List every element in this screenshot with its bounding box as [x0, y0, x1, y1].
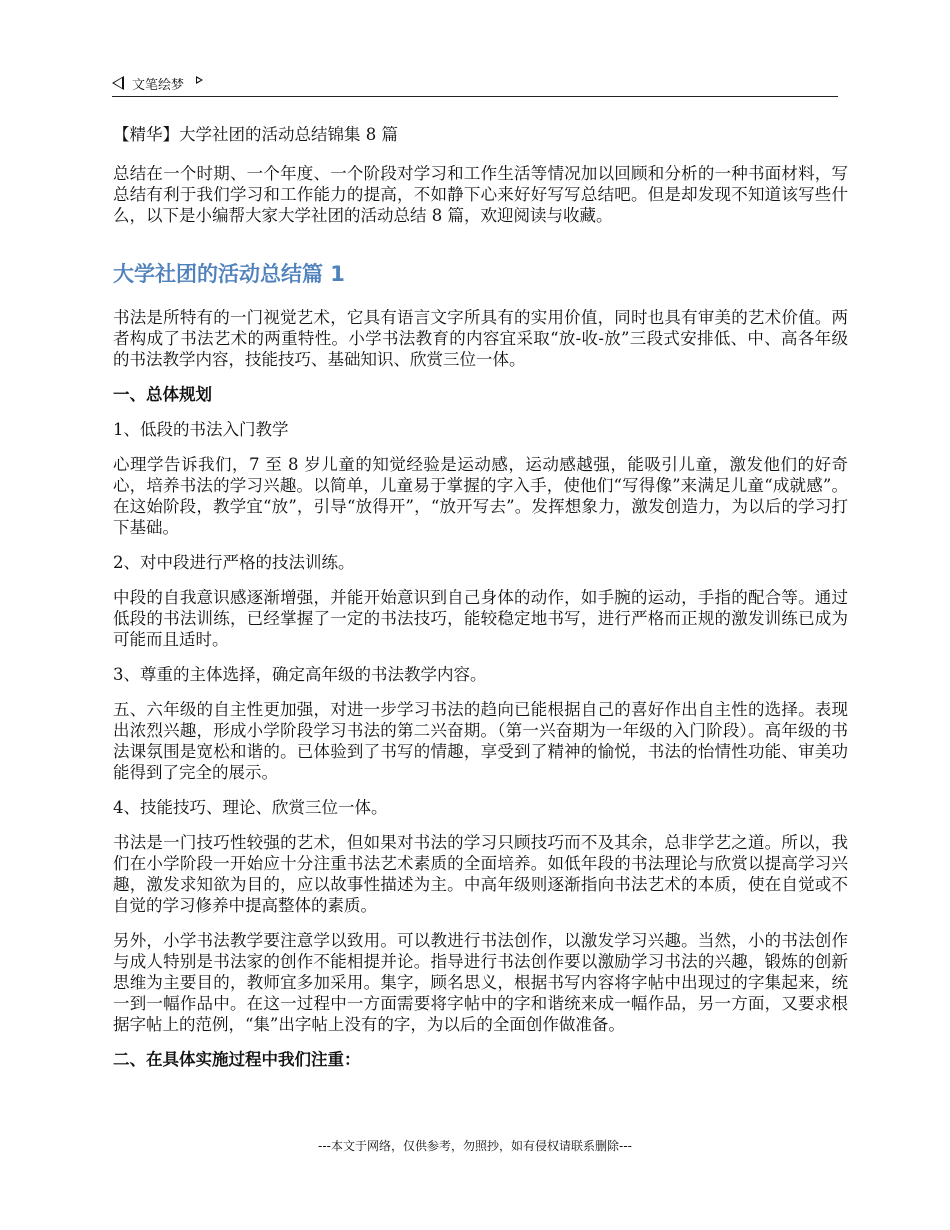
page-header: [112, 70, 838, 97]
triangle-left-icon: [112, 76, 124, 90]
list-item-1: 1、低段的书法入门教学: [113, 420, 289, 439]
paragraph-4: 五、六年级的自主性更加强，对进一步学习书法的趋向已能根据自己的喜好作出自主性的选择。表现出浓烈兴趣，形成小学阶段学习书法的第二兴奋期。（第一兴奋期为一年级的入门阶段）。高年级的书法课氛围是宽松和谐的。已体验到了书写的情趣，享受到了精神的愉悦，书法的怡情性功能、审美功能得到了完全的展示。: [113, 700, 848, 782]
paragraph-2: 心理学告诉我们，7 至 8 岁儿童的知觉经验是运动感，运动感越强，能吸引儿童，激发他们的好奇心，培养书法的学习兴趣。以简单，儿童易于掌握的字入手，使他们“写得像”来满足儿童“成就感”。在这始阶段，教学宜“放”，引导“放得开”，“放开写去”。发挥想象力，激发创造力，为以后的学习打下基础。: [113, 455, 848, 537]
triangle-right-icon: [196, 76, 203, 84]
subheading-overall-plan: 一、总体规划: [113, 385, 212, 404]
paragraph-3: 中段的自我意识感逐渐增强，并能开始意识到自己身体的动作，如手腕的运动，手指的配合等。通过低段的书法训练，已经掌握了一定的书法技巧，能较稳定地书写，进行严格而正规的激发训练已成为可能而且适时。: [113, 588, 848, 649]
brand-text: 文笔绘梦: [132, 77, 185, 93]
footer-notice: ---本文于网络，仅供参考，勿照抄，如有侵权请联系删除---: [318, 1139, 632, 1153]
section-heading: 大学社团的活动总结篇 1: [113, 262, 345, 286]
paragraph-5: 书法是一门技巧性较强的艺术，但如果对书法的学习只顾技巧而不及其余，总非学艺之道。所以，我们在小学阶段一开始应十分注重书法艺术素质的全面培养。如低年段的书法理论与欣赏以提高学习兴趣，激发求知欲为目的，应以故事性描述为主。中高年级则逐渐指向书法艺术的本质，使在自觉或不自觉的学习修养中提高整体的素质。: [113, 833, 848, 915]
document-title: 【精华】大学社团的活动总结锦集 8 篇: [113, 125, 398, 144]
intro-paragraph: 总结在一个时期、一个年度、一个阶段对学习和工作生活等情况加以回顾和分析的一种书面材料，写总结有利于我们学习和工作能力的提高，不如静下心来好好写写总结吧。但是却发现不知道该写些什么，以下是小编帮大家大学社团的活动总结 8 篇，欢迎阅读与收藏。: [113, 164, 848, 225]
list-item-3: 3、尊重的主体选择，确定高年级的书法教学内容。: [113, 665, 487, 684]
subheading-implementation: 二、在具体实施过程中我们注重：: [113, 1050, 361, 1069]
paragraph-6: 另外，小学书法教学要注意学以致用。可以教进行书法创作，以激发学习兴趣。当然，小的书法创作与成人特别是书法家的创作不能相提并论。指导进行书法创作要以激励学习书法的兴趣，锻炼的创新思维为主要目的，教师宜多加采用。集字，顾名思义，根据书写内容将字帖中出现过的字集起来，统一到一幅作品中。在这一过程中一方面需要将字帖中的字和谐统来成一幅作品，另一方面，又要求根据字帖上的范例，“集”出字帖上没有的字，为以后的全面创作做准备。: [113, 931, 848, 1034]
list-item-4: 4、技能技巧、理论、欣赏三位一体。: [113, 798, 388, 817]
document-body: [113, 124, 848, 1084]
paragraph-1: 书法是所特有的一门视觉艺术，它具有语言文字所具有的实用价值，同时也具有审美的艺术价值。两者构成了书法艺术的两重特性。小学书法教育的内容宜采取“放-收-放”三段式安排低、中、高各年级的书法教学内容，技能技巧、基础知识、欣赏三位一体。: [113, 308, 848, 369]
list-item-2: 2、对中段进行严格的技法训练。: [113, 553, 355, 572]
